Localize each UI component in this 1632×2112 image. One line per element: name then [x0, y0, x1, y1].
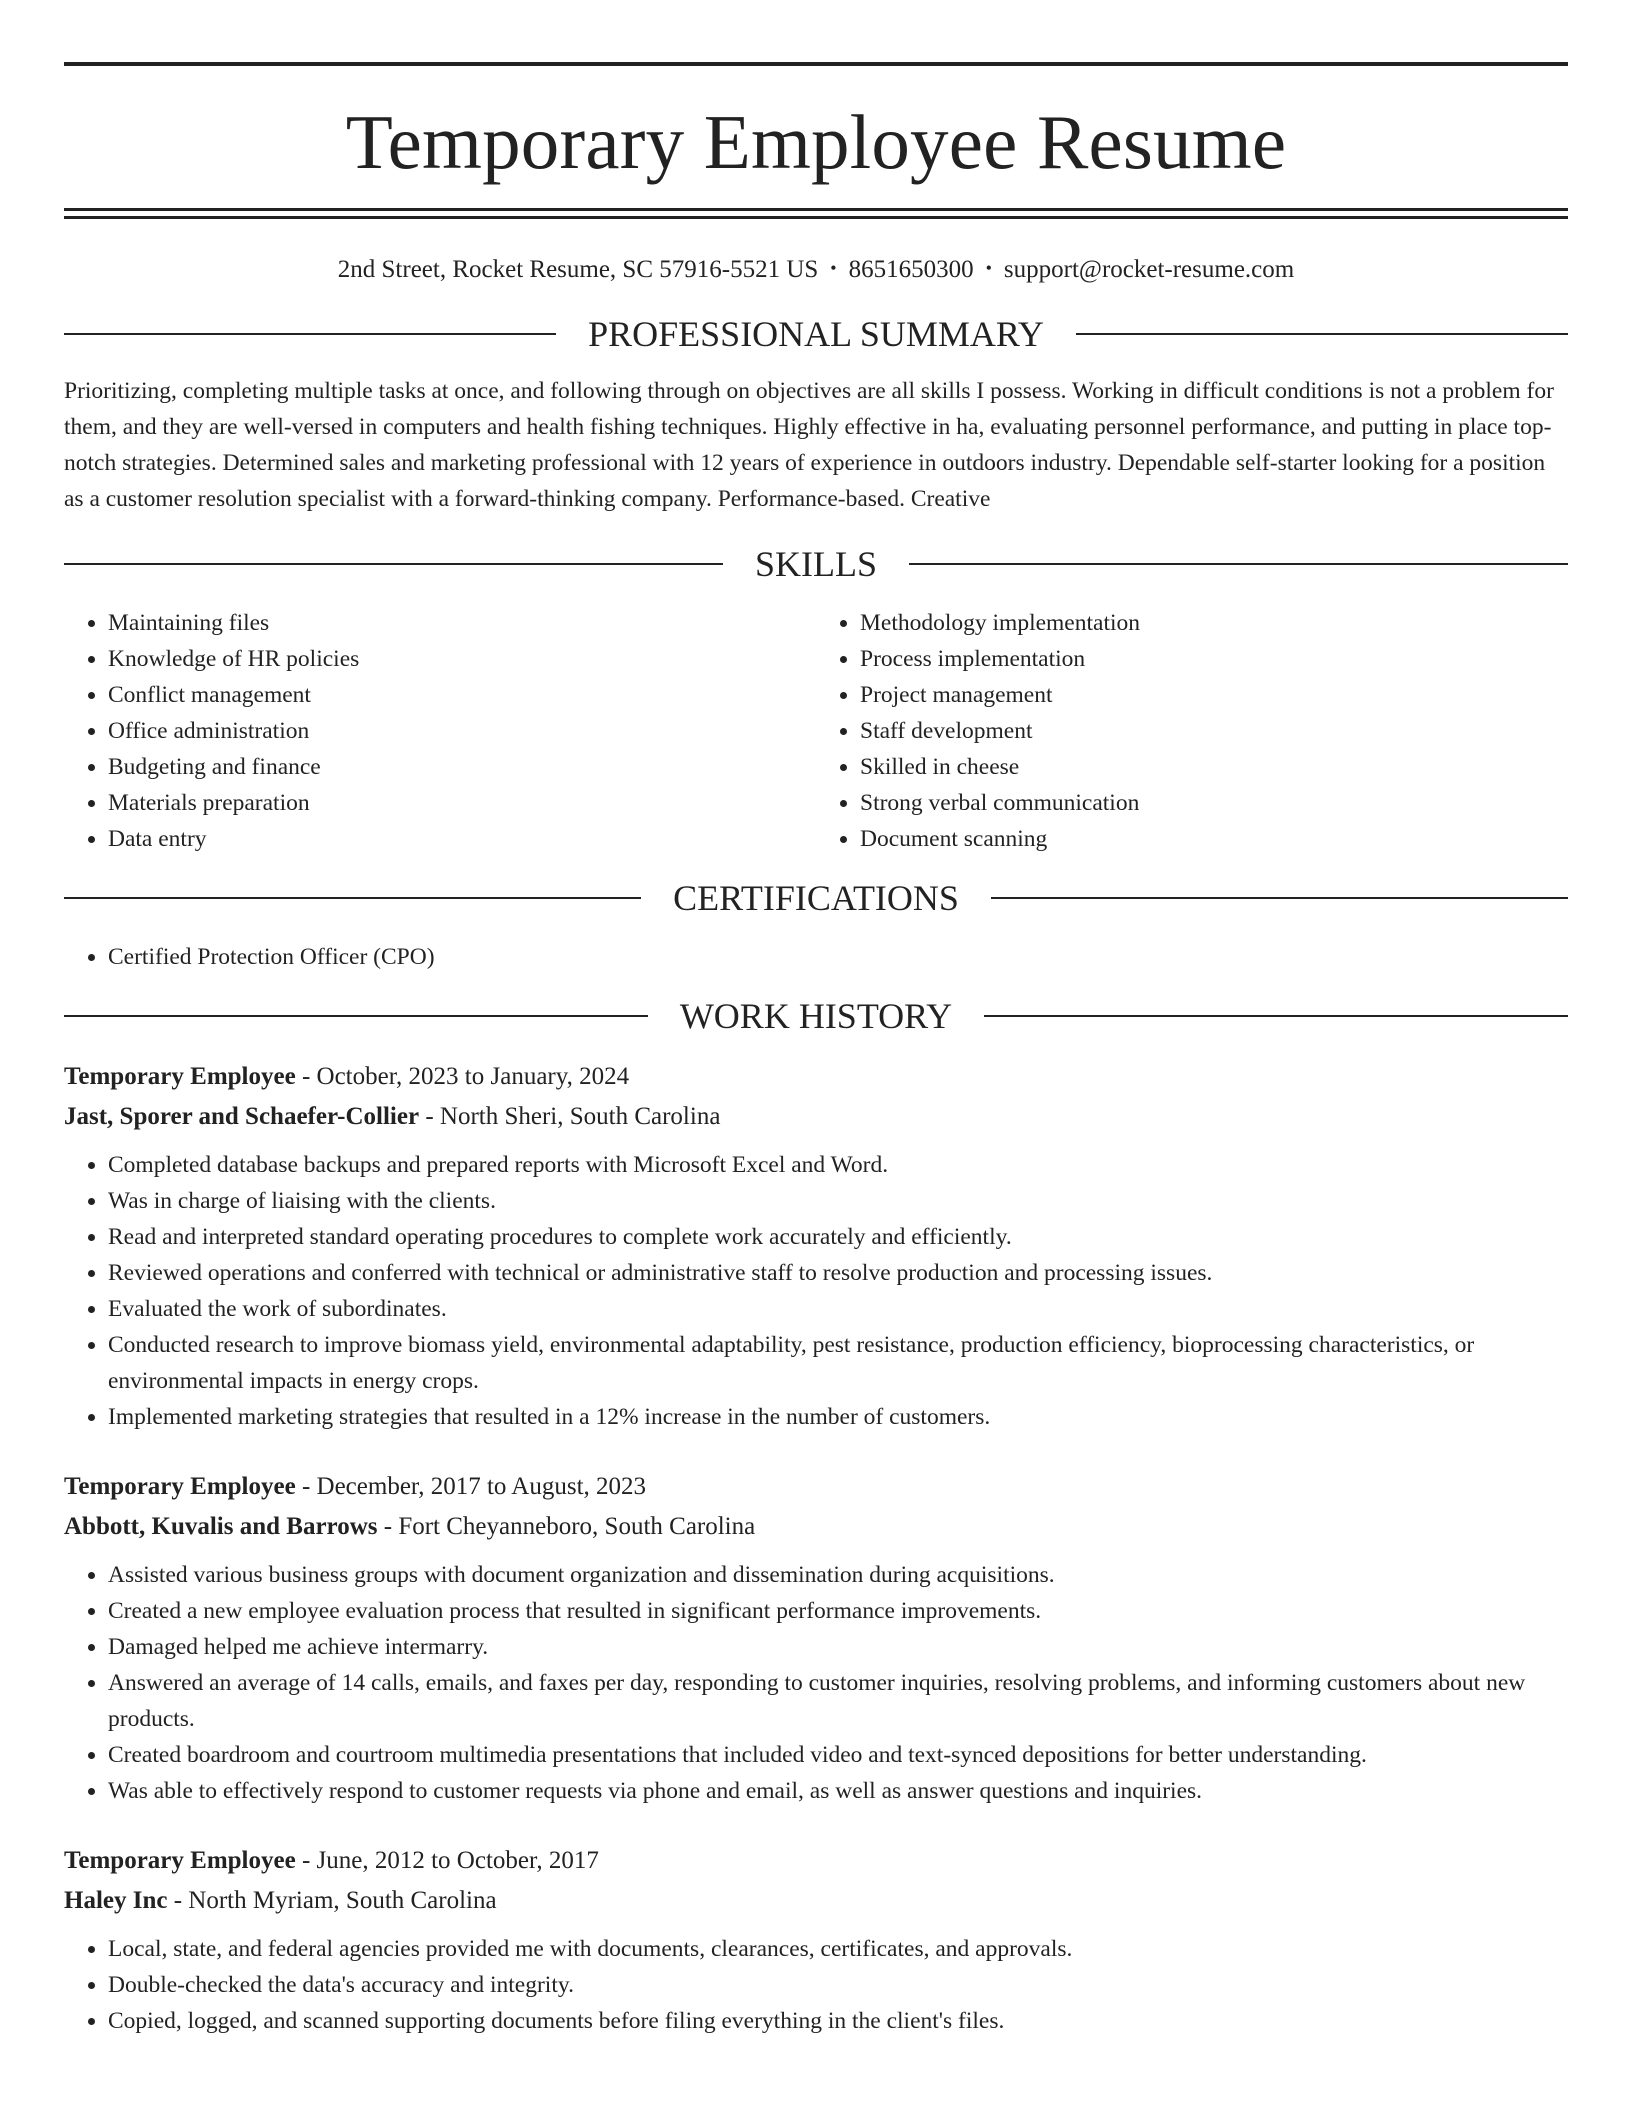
section-rule-right [909, 563, 1568, 565]
section-rule-left [64, 333, 556, 335]
section-rule-left [64, 1015, 648, 1017]
skill-item: • Document scanning [860, 821, 1568, 857]
contact-address: 2nd Street, Rocket Resume, SC 57916-5521 US [337, 256, 819, 283]
top-rule [64, 62, 1568, 66]
job-bullet: • Copied, logged, and scanned supporting documents before filing everything in the client's files. [108, 2003, 1568, 2039]
job-company-line [64, 1097, 1568, 1137]
summary-section-header [64, 309, 1568, 359]
contact-separator: • [830, 258, 837, 278]
job-title-line [64, 1841, 1568, 1881]
skill-item: • Strong verbal communication [860, 785, 1568, 821]
job-bullets [64, 1147, 1568, 1435]
section-rule-left [64, 563, 723, 565]
contact-separator: • [985, 258, 992, 278]
job-location: - North Sheri, South Carolina [419, 1103, 721, 1130]
section-rule-right [984, 1015, 1568, 1017]
skill-item: • Skilled in cheese [860, 749, 1568, 785]
job-bullet: • Was in charge of liaising with the clients. [108, 1183, 1568, 1219]
skill-item: • Staff development [860, 713, 1568, 749]
job-entry [64, 1057, 1568, 1435]
skill-item: • Conflict management [108, 677, 816, 713]
skill-item: • Knowledge of HR policies [108, 641, 816, 677]
job-title-line [64, 1467, 1568, 1507]
contact-email: support@rocket-resume.com [1003, 256, 1295, 283]
skills-column-right [816, 605, 1568, 857]
job-bullet: • Evaluated the work of subordinates. [108, 1291, 1568, 1327]
job-bullet: • Implemented marketing strategies that resulted in a 12% increase in the number of customers. [108, 1399, 1568, 1435]
summary-heading: PROFESSIONAL SUMMARY [588, 314, 1044, 354]
title-double-rule [64, 208, 1568, 219]
contact-phone: 8651650300 [848, 256, 974, 283]
job-company-line [64, 1881, 1568, 1921]
job-title: Temporary Employee [64, 1473, 296, 1500]
job-bullet: • Reviewed operations and conferred with technical or administrative staff to resolve production and processing issues. [108, 1255, 1568, 1291]
job-bullet: • Local, state, and federal agencies provided me with documents, clearances, certificates, and approvals. [108, 1931, 1568, 1967]
skill-item: • Methodology implementation [860, 605, 1568, 641]
job-entry [64, 1467, 1568, 1809]
certifications-section-header [64, 873, 1568, 923]
skills-section-header [64, 539, 1568, 589]
resume-title: Temporary Employee Resume [345, 99, 1287, 185]
job-bullet: • Created a new employee evaluation process that resulted in significant performance improvements. [108, 1593, 1568, 1629]
skills-column-left [64, 605, 816, 857]
job-title: Temporary Employee [64, 1063, 296, 1090]
job-bullet: • Created boardroom and courtroom multimedia presentations that included video and text-synced depositions for better understanding. [108, 1737, 1568, 1773]
job-bullet: • Completed database backups and prepared reports with Microsoft Excel and Word. [108, 1147, 1568, 1183]
job-dates: - June, 2012 to October, 2017 [295, 1847, 599, 1874]
job-bullet: • Damaged helped me achieve intermarry. [108, 1629, 1568, 1665]
job-bullets [64, 1931, 1568, 2039]
skill-item: • Process implementation [860, 641, 1568, 677]
job-entry [64, 1841, 1568, 2039]
job-location: - Fort Cheyanneboro, South Carolina [377, 1513, 756, 1540]
job-company-line [64, 1507, 1568, 1547]
certifications-list [64, 939, 1568, 975]
job-title: Temporary Employee [64, 1847, 296, 1874]
skills-heading: SKILLS [755, 544, 878, 584]
work-history-heading: WORK HISTORY [679, 996, 953, 1036]
skill-item: • Office administration [108, 713, 816, 749]
skill-item: • Budgeting and finance [108, 749, 816, 785]
job-bullet: • Answered an average of 14 calls, emails, and faxes per day, responding to customer inquiries, resolving problems, and informing customers about new products. [108, 1665, 1568, 1737]
job-dates: - October, 2023 to January, 2024 [295, 1063, 630, 1090]
job-dates: - December, 2017 to August, 2023 [295, 1473, 647, 1500]
section-rule-right [991, 897, 1568, 899]
summary-text: Prioritizing, completing multiple tasks at once, and following through on objectives are all skills I possess. Working in difficult conditions is not a problem for them, and they are well-versed in computers and health fishing techniques. Highly effective in ha, evaluating personnel performance, and putting in place top-notch strategies. Determined sales and marketing professional with 12 years of experience in outdoors industry. Dependable self-starter looking for a position as a customer resolution specialist with a forward-thinking company. Performance-based. Creative [64, 378, 1554, 512]
certifications-heading: CERTIFICATIONS [673, 878, 959, 918]
skill-item: • Data entry [108, 821, 816, 857]
job-location: - North Myriam, South Carolina [167, 1887, 497, 1914]
job-company: Jast, Sporer and Schaefer-Collier [64, 1103, 420, 1130]
job-bullet: • Double-checked the data's accuracy and integrity. [108, 1967, 1568, 2003]
job-company: Abbott, Kuvalis and Barrows [64, 1513, 378, 1540]
contact-line [64, 251, 1568, 287]
job-bullet: • Conducted research to improve biomass yield, environmental adaptability, pest resistance, production efficiency, bioprocessing characteristics, or environmental impacts in energy crops. [108, 1327, 1568, 1399]
resume-page [64, 0, 1568, 2039]
skills-list [64, 605, 1568, 857]
work-history-section-header [64, 991, 1568, 1041]
skill-item: • Materials preparation [108, 785, 816, 821]
section-rule-right [1076, 333, 1568, 335]
job-title-line [64, 1057, 1568, 1097]
job-bullets [64, 1557, 1568, 1809]
skill-item: • Maintaining files [108, 605, 816, 641]
skill-item: • Project management [860, 677, 1568, 713]
section-rule-left [64, 897, 641, 899]
job-bullet: • Was able to effectively respond to customer requests via phone and email, as well as answer questions and inquiries. [108, 1773, 1568, 1809]
job-company: Haley Inc [64, 1887, 168, 1914]
certification-item: • Certified Protection Officer (CPO) [108, 939, 1568, 975]
job-bullet: • Assisted various business groups with document organization and dissemination during acquisitions. [108, 1557, 1568, 1593]
job-bullet: • Read and interpreted standard operating procedures to complete work accurately and efficiently. [108, 1219, 1568, 1255]
